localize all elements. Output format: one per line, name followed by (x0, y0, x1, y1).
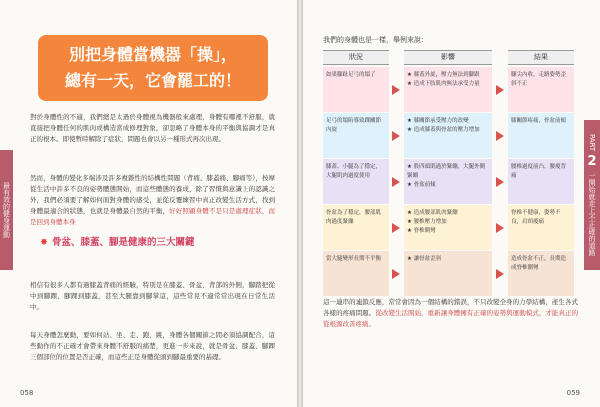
paragraph-3: 相信有很多人都有過膝蓋背痛的經驗，特別是在膝蓋、骨盆、背部的外側，腳踏把從中到腳踝、腳踝到膝蓋，甚至大腿靠到腳掌這，這些常見不適常常出現在日常生活中。 (30, 281, 275, 311)
row-result: 造成骨盆不正，長期造成脊椎側彎 (508, 251, 574, 296)
left-page-number: 058 (20, 389, 34, 397)
effect-item: ★ 造成下肢肌肉無法承受力量 (407, 81, 480, 87)
paragraph-4: 每天身體怎麼動，要如何站、坐、走、跑、跳，身體各個關節之間必須協調配合，這些動作的不正確才會帶來身體不舒服的痛楚，更進一步來說，就是骨盆、膝蓋、腳踝三個部位的位置是否正確，而這些正是身體從頭到腳最重要的基礎。 (30, 331, 275, 361)
arrow-right-icon (392, 269, 400, 279)
row-result: 腳尖內收，走路姿勢歪斜不正 (508, 67, 574, 112)
effect-item: ★ 骨盆前傾 (407, 182, 436, 188)
effect-item: ★ 膝關節承受壓力的改變 (407, 118, 469, 124)
star-icon: ✸ (40, 237, 48, 248)
effect-item: ★ 讓骨盆歪斜 (407, 256, 442, 262)
effect-item: ★ 股四頭肌過於緊繃，大腿外側緊繃 (407, 164, 486, 179)
section-title-text: 骨盆、膝蓋、腳是健康的三大關鍵 (51, 237, 195, 248)
left-page (0, 0, 297, 407)
arrow-right-icon (496, 223, 504, 233)
footer-text (323, 297, 578, 330)
arrow-right-icon (496, 85, 504, 95)
row-result: 脊椎不健康，姿勢不良，肩頸痠痛 (508, 205, 574, 250)
row-effect (404, 113, 492, 158)
effect-item: ★ 造成腰部肌肉緊繃 (407, 210, 458, 216)
effect-item: ★ 脊椎側彎 (407, 228, 436, 234)
header-result: 結果 (508, 50, 574, 65)
side-tab-part: PART (588, 133, 596, 152)
arrow-right-icon (392, 131, 400, 141)
row-situation: 如果腳趾足弓的塌了 (323, 67, 389, 112)
paragraph-2 (30, 173, 275, 228)
row-effect (404, 205, 492, 250)
section-title (40, 234, 194, 248)
footer-text-body: 這一連串的連鎖反應，常常會因為一個結構的錯誤，不只改變全身的力學結構，產生各式各樣的疼痛問題。 (323, 298, 578, 317)
effect-item: ★ 膝蓋外旋，壓力無法到腳跟 (407, 72, 480, 78)
right-page-number: 059 (566, 389, 580, 397)
row-effect (404, 159, 492, 204)
effect-item: ★ 造成膝蓋與骨盆的壓力增加 (407, 127, 480, 133)
paragraph-2-emphasis: 好好照顧身體不是只是處理症狀，而是回到身體本身 (30, 207, 275, 226)
row-situation: 足弓的塌陷導致踝關節內旋 (323, 113, 389, 158)
table-title: 我們的身體也是一樣，舉例來說： (323, 36, 428, 44)
row-effect (404, 67, 492, 112)
arrow-right-icon (392, 177, 400, 187)
row-effect (404, 251, 492, 296)
left-side-tab: 最有效的健身運動 (0, 150, 13, 270)
hero-line-1: 別把身體當機器「操」， (68, 45, 237, 64)
side-tab-text: 一開始就走上不正確的道路 (588, 172, 596, 257)
hero-banner (38, 35, 268, 101)
right-side-tab (584, 120, 600, 270)
arrow-right-icon (392, 85, 400, 95)
footer-text-emphasis: 從改變生活開始，重新讓身體擁有正確的姿勢與運動模式，才能真正的從根源改善疼痛。 (323, 309, 579, 328)
row-situation: 當大腿變形長期不平衡 (323, 251, 389, 296)
right-page (303, 0, 600, 407)
arrow-right-icon (496, 131, 504, 141)
side-tab-number: 2 (587, 154, 597, 170)
hero-line-2: 總有一天，它會罷工的！ (64, 71, 241, 90)
paragraph-1: 對於身體性的不適，我們總是太過於身體視為機器般來處理，身體有哪裡不舒服，就直接把身體任何的肌肉或構造當成修理對象，卻忽略了身體本身的平衡與協調才是真正的根本。即使暫時解除了症狀，問題也會以另一種形式再次出現。 (30, 113, 275, 143)
row-situation: 骨盆為了穩定，腰部肌肉過度緊繃 (323, 205, 389, 250)
paragraph-2-text: 然而，身體的變化多端涉及許多複雜性的結構性問題（背痛、膝蓋痛、腳痛等），按摩從生活中許多不良的姿勢體態開始，而這些體態的養成，除了習慣與意識上的認識之外，我們必須要了解如何面對身體的感受，並從反覆練習中真正改變生活方式，找到身體最適合的狀態，也就是身體最自然的平衡， (30, 174, 275, 215)
row-situation: 膝蓋、小腿為了穩定，大腿肌肉過度使用 (323, 159, 389, 204)
row-result: 膝關節疼痛，骨盆前傾 (508, 113, 574, 158)
arrow-right-icon (392, 223, 400, 233)
header-situation: 狀況 (323, 50, 389, 65)
arrow-right-icon (496, 177, 504, 187)
row-result: 腰椎過度前凸，腰痠背痛 (508, 159, 574, 204)
effect-item: ★ 腰椎壓力增加 (407, 219, 447, 225)
header-effect: 影響 (404, 50, 492, 65)
arrow-right-icon (496, 269, 504, 279)
